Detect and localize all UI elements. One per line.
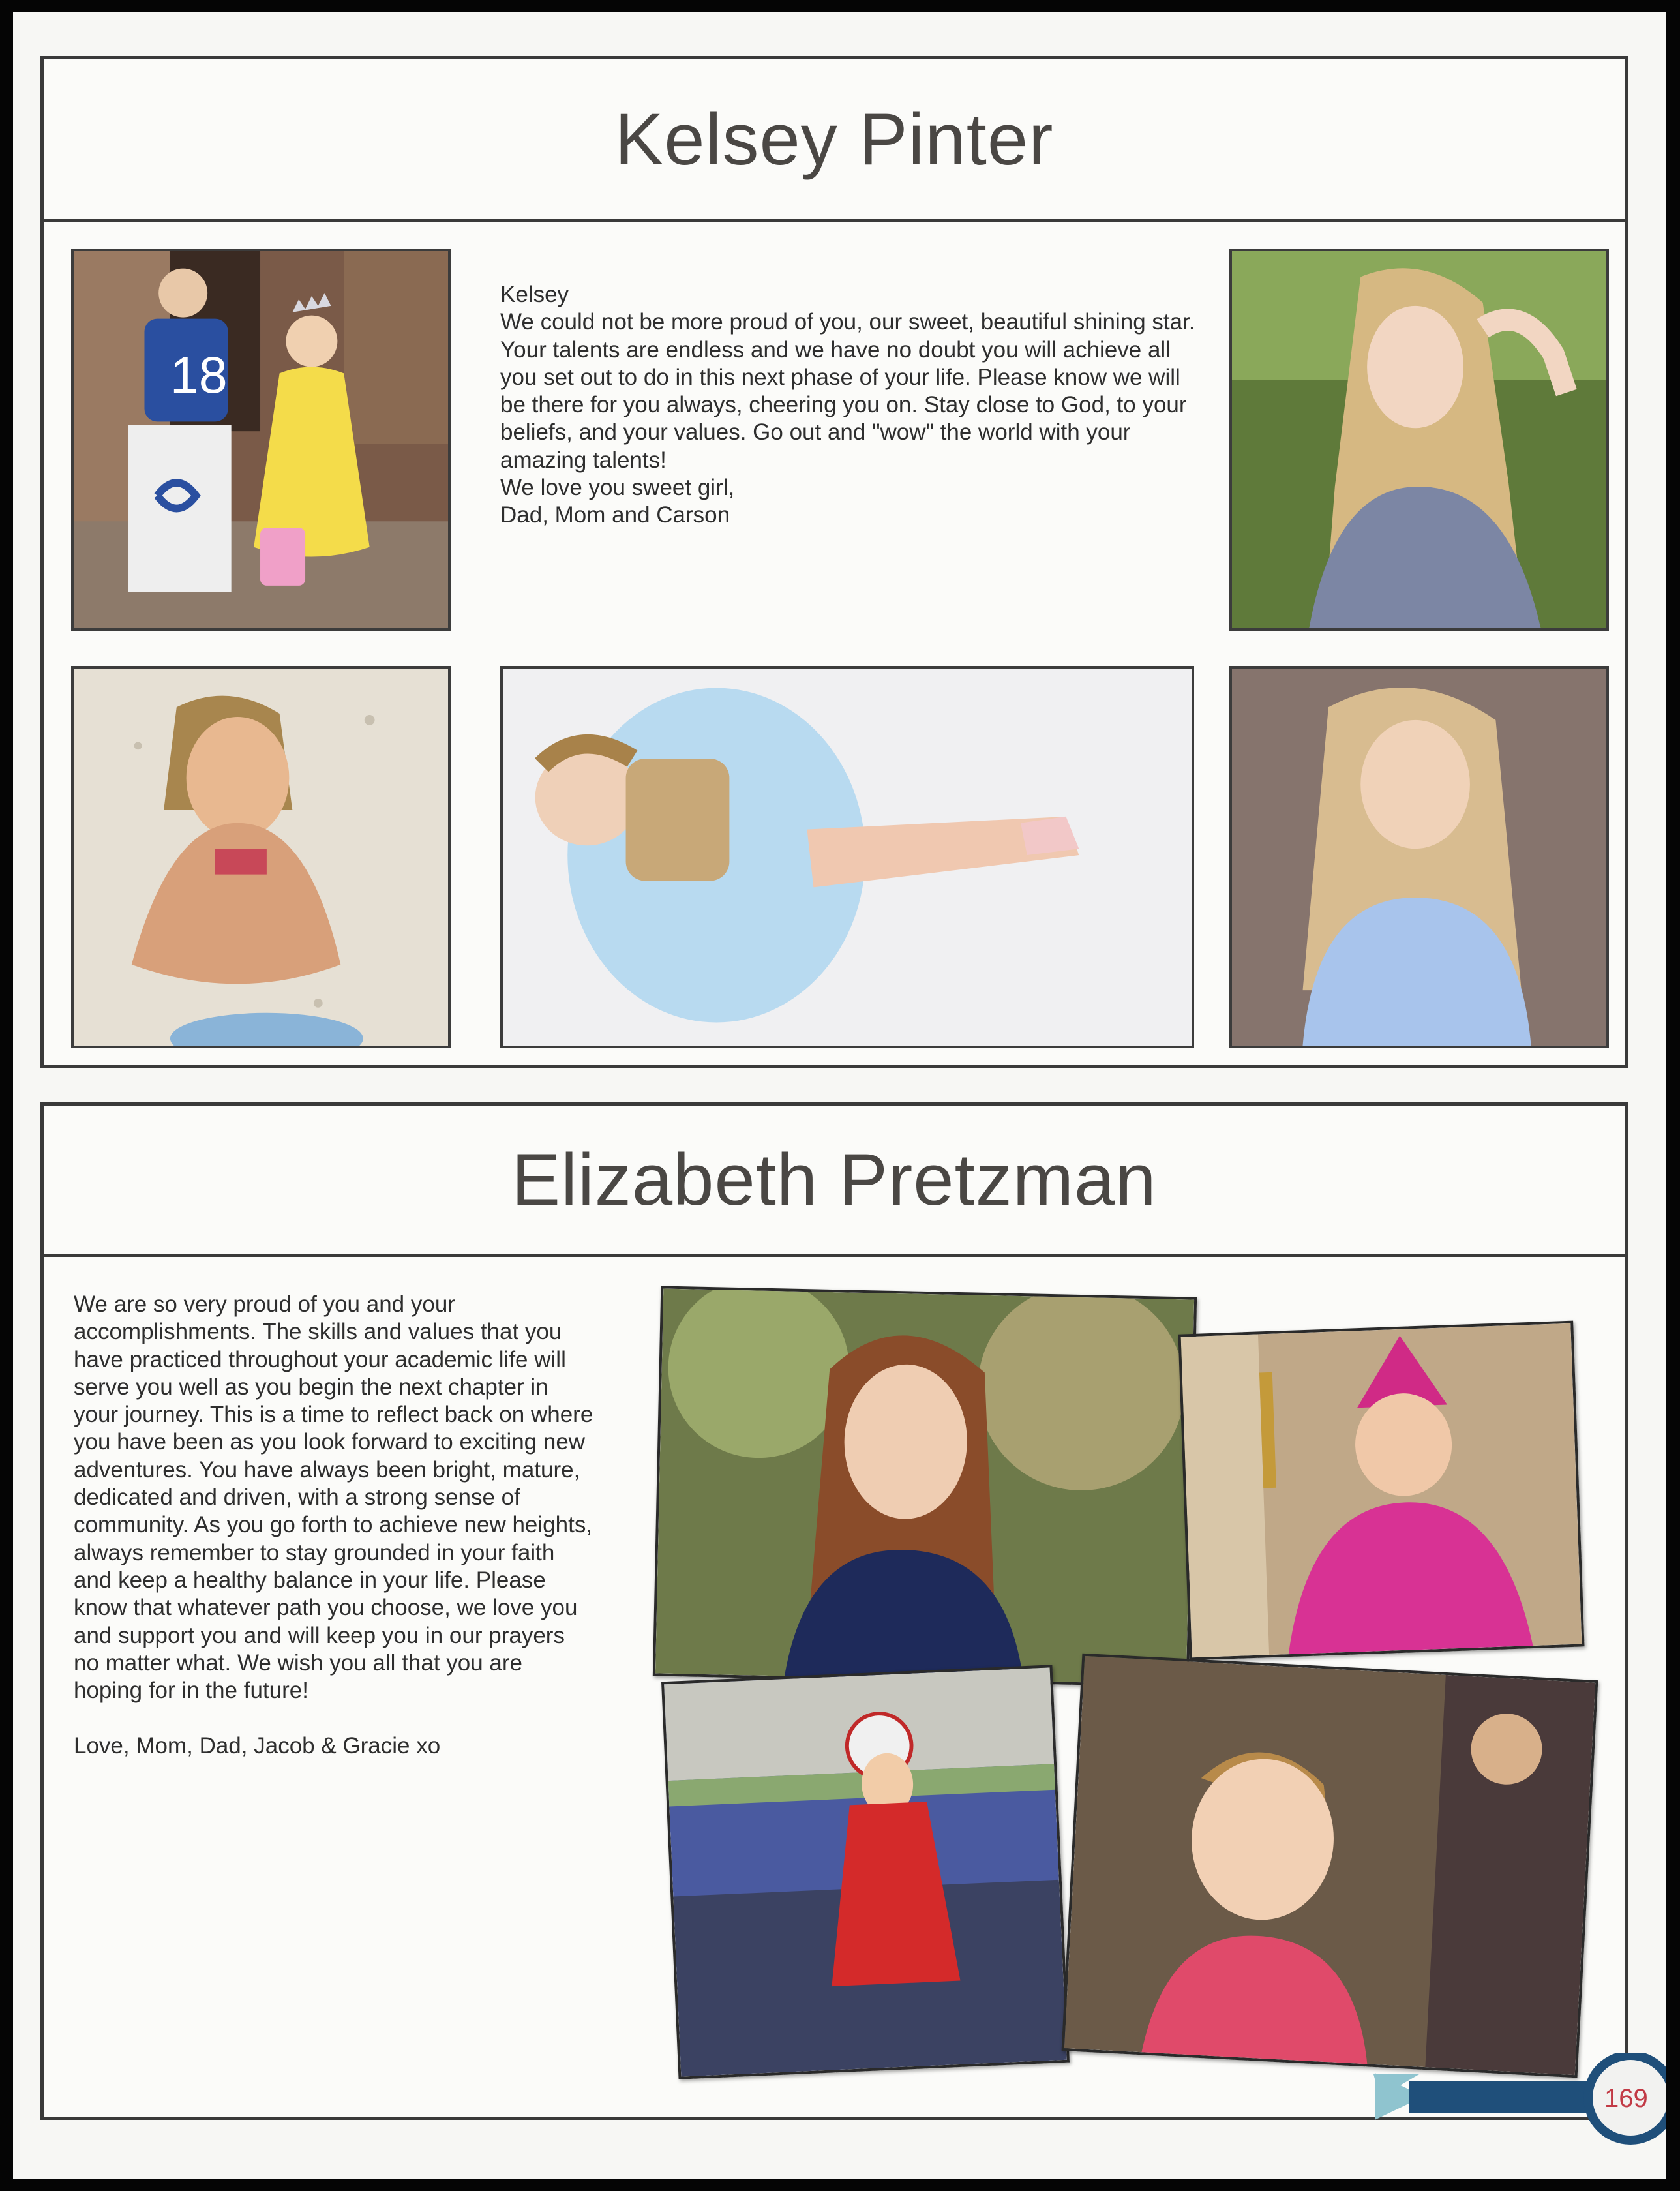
jersey-number: 18: [170, 346, 228, 404]
senior-portrait-photo: [653, 1286, 1197, 1687]
princess-costume-photo: [1178, 1321, 1584, 1661]
beach-photo: [71, 666, 451, 1048]
senior-portrait-photo: [1229, 249, 1609, 631]
childhood-costume-photo: [71, 249, 451, 631]
page-number: 169: [1604, 2084, 1648, 2113]
name-header: [44, 59, 1625, 222]
page-number-tab: [1370, 2053, 1666, 2179]
lavender-field-photo: [1229, 666, 1609, 1048]
parent-message: We are so very proud of you and your accomplishments. The skills and values that you have practiced throughout your academic life will serve you well as you begin the next chapter in your journey. This is a time to reflect back on where you have been as you look forward to exciting new adventures. You have always been bright, mature, dedicated and driven, with a strong sense of community. As you go forth to achieve new heights, always remember to stay grounded in your faith and keep a healthy balance in your life. Please know that whatever path you choose, we love you and support you and will keep you in our prayers no matter what. We wish you all that you are hoping for in the future! Love, Mom, Dad, Jacob & Gracie xo: [74, 1292, 593, 1759]
yearbook-page: [13, 12, 1666, 2179]
tennis-photo: [661, 1665, 1070, 2079]
student-name: Kelsey Pinter: [614, 98, 1054, 180]
parent-message: Kelsey We could not be more proud of you, our sweet, beautiful shining star. Your talents are endless and we have no doubt you will achieve all you set out to do in this next phase of your life. Please know we will be there for you always, cheering you on. Stay close to God, to your beliefs, and your values. Go out and "wow" the world with your amazing talents! We love you sweet girl, Dad, Mom and Carson: [500, 282, 1195, 528]
student-name: Elizabeth Pretzman: [511, 1139, 1157, 1220]
ballet-photo: [500, 666, 1194, 1048]
senior-ad-kelsey-pinter: [40, 56, 1628, 1068]
senior-ad-elizabeth-pretzman: [40, 1102, 1628, 2120]
name-header: [44, 1106, 1625, 1257]
toddler-smile-photo: [1062, 1654, 1598, 2078]
